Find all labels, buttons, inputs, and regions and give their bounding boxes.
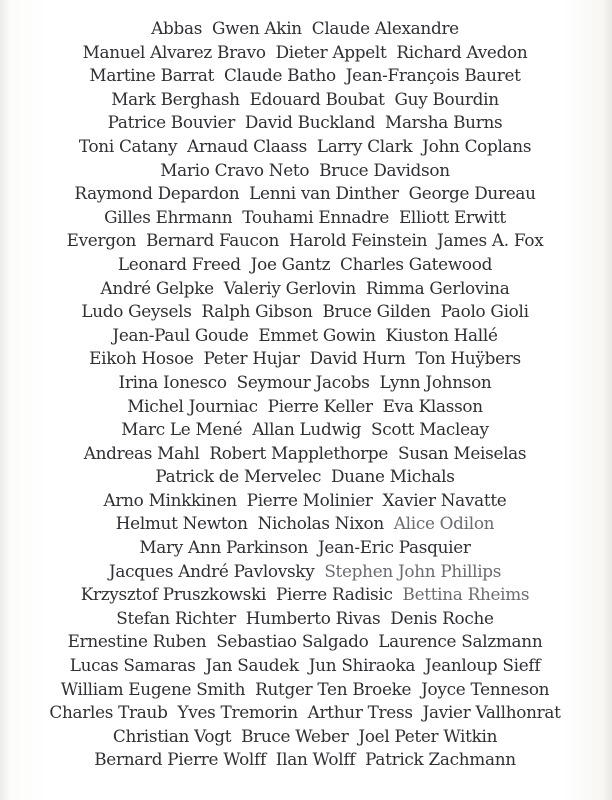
photographer-name: Jean-Eric Pasquier bbox=[317, 538, 471, 559]
photographer-name: Javier Vallhonrat bbox=[422, 703, 561, 724]
photographer-name: Guy Bourdin bbox=[394, 89, 499, 110]
names-line bbox=[15, 348, 595, 372]
names-line bbox=[15, 89, 595, 113]
names-line bbox=[15, 230, 595, 254]
page-edge-shadow-left bbox=[0, 0, 10, 800]
photographer-name: André Gelpke bbox=[100, 278, 214, 299]
photographer-name: Lucas Samaras bbox=[69, 656, 196, 677]
photographer-name: Larry Clark bbox=[316, 136, 413, 157]
names-line bbox=[15, 396, 595, 420]
photographer-name: Bernard Pierre Wolff bbox=[94, 750, 266, 771]
names-line bbox=[15, 278, 595, 302]
photographer-name: Seymour Jacobs bbox=[236, 372, 370, 393]
names-line bbox=[15, 443, 595, 467]
names-line bbox=[15, 561, 595, 585]
photographer-name: Joel Peter Witkin bbox=[358, 726, 498, 747]
photographer-name: Charles Gatewood bbox=[340, 254, 493, 275]
photographer-name: Yves Tremorin bbox=[177, 703, 298, 724]
photographer-name: Claude Batho bbox=[224, 66, 336, 87]
photographer-name: Lynn Johnson bbox=[379, 372, 492, 393]
names-line bbox=[15, 419, 595, 443]
photographer-name: Helmut Newton bbox=[115, 514, 248, 535]
photographer-name: George Dureau bbox=[408, 184, 536, 205]
names-line bbox=[15, 18, 595, 42]
photographer-name: Jun Shiraoka bbox=[308, 656, 416, 677]
photographer-name: Emmet Gowin bbox=[258, 325, 376, 346]
page-edge-shadow-right bbox=[602, 0, 612, 800]
photographer-name: Denis Roche bbox=[390, 608, 494, 629]
photographer-name: Kiuston Hallé bbox=[385, 325, 498, 346]
photographer-name: Pierre Radisic bbox=[276, 585, 393, 606]
photographer-name: Bernard Faucon bbox=[145, 231, 280, 252]
photographer-name: Susan Meiselas bbox=[397, 443, 527, 464]
photographer-name: Ernestine Ruben bbox=[67, 632, 207, 653]
names-line bbox=[15, 726, 595, 750]
photographer-name: Alice Odilon bbox=[393, 514, 495, 535]
names-line bbox=[15, 702, 595, 726]
photographer-name: Pierre Molinier bbox=[246, 490, 373, 511]
photographer-name: Elliott Erwitt bbox=[398, 207, 506, 228]
photographer-name: Abbas bbox=[151, 19, 203, 39]
photographer-name: Mark Berghash bbox=[111, 89, 240, 110]
names-line bbox=[15, 160, 595, 184]
photographer-name: Joyce Tenneson bbox=[421, 679, 550, 700]
photographer-name: Marc Le Mené bbox=[121, 420, 243, 441]
names-line bbox=[15, 608, 595, 632]
names-line bbox=[15, 42, 595, 66]
names-line bbox=[15, 372, 595, 396]
photographer-name: Laurence Salzmann bbox=[378, 632, 543, 653]
photographer-name: Eva Klasson bbox=[382, 396, 483, 417]
photographer-name: Mary Ann Parkinson bbox=[139, 538, 309, 559]
photographer-name: Nicholas Nixon bbox=[257, 514, 384, 535]
photographer-name: Leonard Freed bbox=[117, 254, 241, 275]
photographer-name: Marsha Burns bbox=[385, 113, 503, 134]
photographer-name: Jeanloup Sieff bbox=[425, 656, 541, 677]
names-line bbox=[15, 183, 595, 207]
names-line bbox=[15, 466, 595, 490]
photographer-names-list bbox=[12, 18, 598, 773]
photographer-name: Allan Ludwig bbox=[252, 420, 362, 441]
photographer-name: Gwen Akin bbox=[211, 19, 302, 39]
names-line bbox=[15, 254, 595, 278]
photographer-name: Bruce Gilden bbox=[322, 302, 431, 323]
photographer-name: John Coplans bbox=[422, 136, 532, 157]
photographer-name: Stefan Richter bbox=[116, 608, 236, 629]
photographer-name: James A. Fox bbox=[437, 231, 544, 252]
photographer-name: Dieter Appelt bbox=[275, 42, 387, 63]
photographer-name: Patrick de Mervelec bbox=[155, 467, 322, 488]
photographer-name: Arno Minkkinen bbox=[103, 490, 237, 511]
names-line bbox=[15, 749, 595, 773]
names-line bbox=[15, 631, 595, 655]
names-line bbox=[15, 513, 595, 537]
photographer-name: William Eugene Smith bbox=[60, 679, 246, 700]
photographer-name: Valeriy Gerlovin bbox=[223, 278, 356, 299]
photographer-name: Bruce Davidson bbox=[319, 160, 450, 181]
names-line bbox=[15, 325, 595, 349]
photographer-name: Rimma Gerlovina bbox=[365, 278, 510, 299]
photographer-name: Christian Vogt bbox=[112, 726, 232, 747]
photographer-name: Humberto Rivas bbox=[245, 608, 381, 629]
photographer-name: Jacques André Pavlovsky bbox=[108, 561, 315, 582]
photographer-name: Peter Hujar bbox=[203, 349, 300, 370]
photographer-name: Touhami Ennadre bbox=[242, 207, 390, 228]
names-line bbox=[15, 112, 595, 136]
photographer-name: Robert Mapplethorpe bbox=[209, 443, 389, 464]
photographer-name: Eikoh Hosoe bbox=[89, 349, 194, 370]
photographer-name: Bruce Weber bbox=[241, 726, 349, 747]
photographer-name: Duane Michals bbox=[330, 467, 455, 488]
photographer-name: Charles Traub bbox=[49, 703, 168, 724]
photographer-name: Jean-Paul Goude bbox=[112, 325, 249, 346]
names-line bbox=[15, 301, 595, 325]
photographer-name: Joe Gantz bbox=[250, 254, 331, 275]
photographer-name: Raymond Depardon bbox=[74, 184, 240, 205]
photographer-name: Claude Alexandre bbox=[311, 19, 459, 39]
photographer-name: Arthur Tress bbox=[307, 703, 413, 724]
photographer-name: Lenni van Dinther bbox=[249, 184, 399, 205]
photographer-name: Martine Barrat bbox=[89, 66, 215, 87]
photographer-name: Xavier Navatte bbox=[382, 490, 507, 511]
photographer-name: Mario Cravo Neto bbox=[160, 160, 310, 181]
names-line bbox=[15, 136, 595, 160]
photographer-name: Edouard Boubat bbox=[249, 89, 385, 110]
photographer-name: Gilles Ehrmann bbox=[104, 207, 233, 228]
photographer-name: Arnaud Claass bbox=[187, 136, 307, 157]
photographer-name: David Buckland bbox=[244, 113, 376, 134]
photographer-name: Evergon bbox=[66, 231, 137, 252]
photographer-name: Ralph Gibson bbox=[201, 302, 313, 323]
photographer-name: Harold Feinstein bbox=[288, 231, 428, 252]
photographer-name: Pierre Keller bbox=[267, 396, 373, 417]
photographer-name: Ton Huÿbers bbox=[415, 349, 521, 370]
names-line bbox=[15, 537, 595, 561]
photographer-name: Rutger Ten Broeke bbox=[255, 679, 412, 700]
photographer-name: Irina Ionesco bbox=[118, 372, 227, 393]
photographer-name: David Hurn bbox=[309, 349, 406, 370]
names-line bbox=[15, 207, 595, 231]
photographer-name: Paolo Gioli bbox=[440, 302, 529, 323]
names-line bbox=[15, 490, 595, 514]
photographer-name: Sebastiao Salgado bbox=[216, 632, 369, 653]
photographer-name: Ludo Geysels bbox=[81, 302, 192, 323]
photographer-name: Krzysztof Pruszkowski bbox=[80, 585, 267, 606]
photographer-name: Jean-François Bauret bbox=[345, 66, 521, 87]
photographer-name: Patrice Bouvier bbox=[107, 113, 235, 134]
photographer-name: Bettina Rheims bbox=[402, 585, 530, 606]
photographer-name: Michel Journiac bbox=[127, 396, 258, 417]
names-line bbox=[15, 65, 595, 89]
photographer-name: Scott Macleay bbox=[371, 420, 489, 441]
photographer-name: Jan Saudek bbox=[205, 656, 299, 677]
photographer-name: Patrick Zachmann bbox=[365, 750, 516, 771]
photographer-name: Richard Avedon bbox=[396, 42, 528, 63]
photographer-name: Stephen John Phillips bbox=[324, 561, 502, 582]
photographer-name: Manuel Alvarez Bravo bbox=[82, 42, 266, 63]
names-line bbox=[15, 679, 595, 703]
names-line bbox=[15, 655, 595, 679]
names-line bbox=[15, 584, 595, 608]
photographer-name: Toni Catany bbox=[78, 136, 178, 157]
photographer-name: Ilan Wolff bbox=[275, 750, 356, 771]
photographer-name: Andreas Mahl bbox=[83, 443, 200, 464]
